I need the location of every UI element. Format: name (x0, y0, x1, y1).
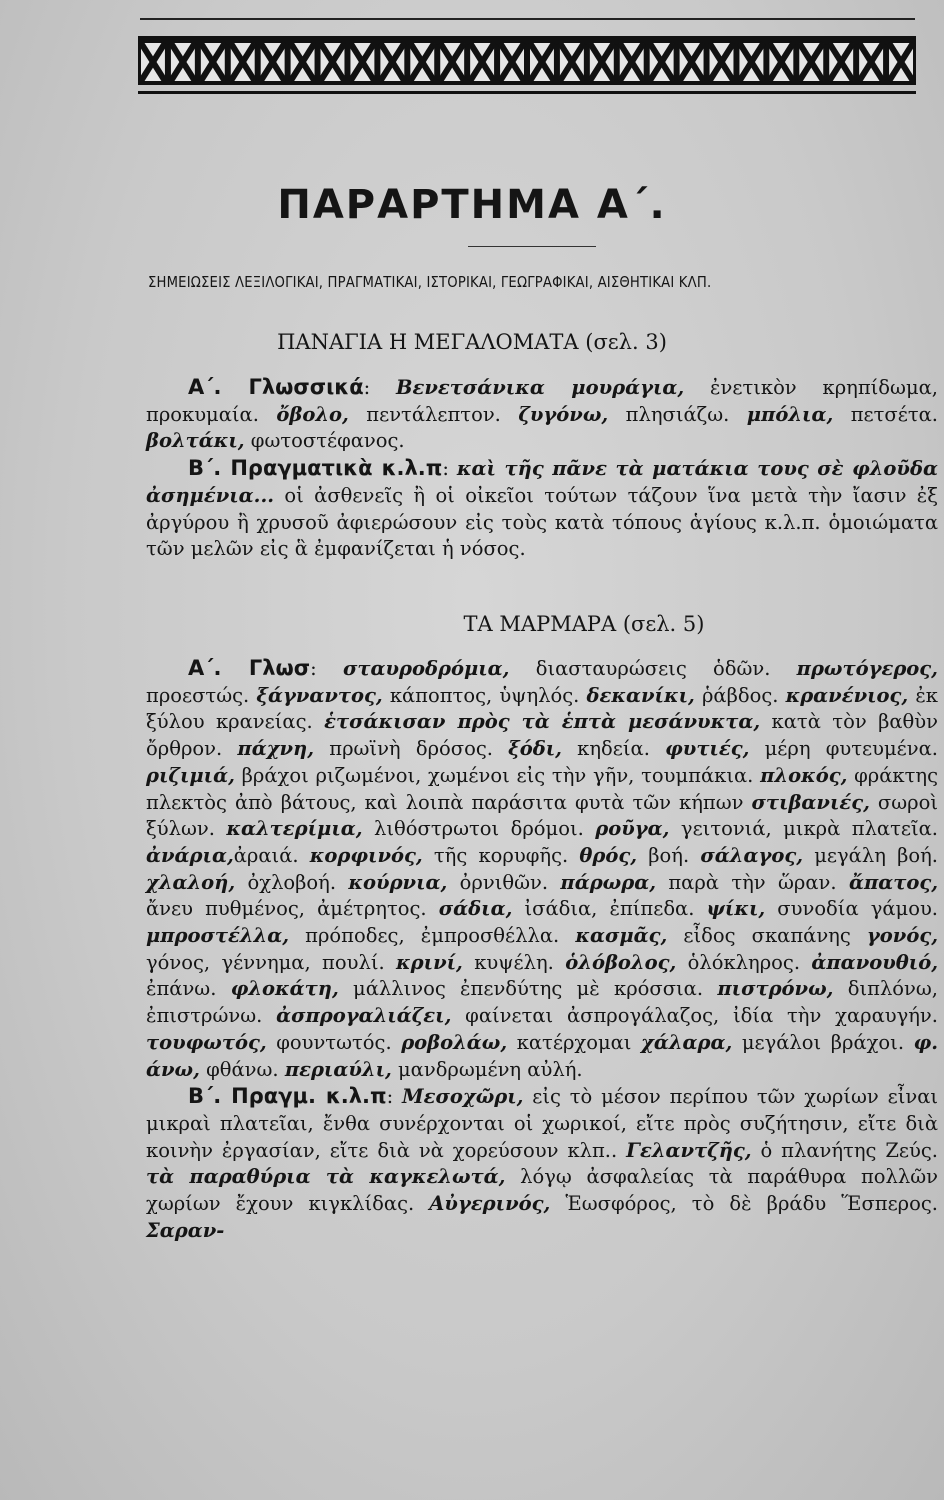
term: κούρνια, (348, 870, 448, 894)
term: πλοκός, (760, 763, 848, 787)
term: κρινί, (396, 950, 463, 974)
ornament-cell (829, 43, 853, 81)
ornament-cell (201, 43, 225, 81)
title-rule (468, 246, 596, 247)
paragraph-text (146, 1085, 938, 1242)
term: θρός, (579, 843, 638, 867)
gloss: φωτοστέφανος. (244, 429, 405, 453)
paragraph-panagia-pragmatika (146, 455, 938, 563)
gloss: φαίνεται ἀσπρογάλαζος, ἰδία τὴν χαραυγήν. (451, 1004, 938, 1028)
gloss: : (386, 1085, 403, 1109)
term: φλοκάτη, (230, 977, 339, 1001)
paragraph-text (146, 657, 938, 1081)
term: μπροστέλλα, (146, 924, 290, 948)
gloss: ἐνετικὸν κρηπίδωμα, προκυμαία. (146, 376, 938, 426)
paragraph-label: Α΄. Γλωσσικά (188, 375, 364, 399)
term: ροβολάω, (401, 1030, 508, 1054)
term: μπόλια, (746, 402, 834, 426)
page-title: ΠΑΡΑΡΤΗΜΑ Α΄. (277, 182, 667, 228)
gloss: πεντάλεπτον. (348, 402, 519, 426)
term: καὶ τῆς πᾶνε τὰ ματάκια τους σὲ φλοῦδα ἀσημένια... (146, 457, 938, 507)
term: ψίκι, (706, 897, 766, 921)
term: σάδια, (438, 897, 513, 921)
paragraph-label: Α΄. Γλωσ (188, 656, 311, 680)
term: ὄβολο, (276, 402, 349, 426)
term: κορφινός, (309, 843, 423, 867)
ornament-cell (680, 43, 704, 81)
paragraph-marmara-pragmatika (146, 1083, 938, 1244)
term: πρωτόγερος, (796, 657, 938, 680)
gloss: λιθόστρωτοι δρόμοι. (362, 817, 596, 841)
gloss: ἀραιά. (233, 843, 310, 867)
ornament-cell (710, 43, 734, 81)
gloss: ἐκ ξύλου κρανείας. (146, 683, 938, 734)
gloss: φθάνω. (199, 1057, 285, 1081)
gloss: διασταυρώσεις ὁδῶν. (509, 657, 797, 680)
term: ἑτσάκισαν πρὸς τὰ ἑπτὰ μεσάνυκτα, (324, 710, 761, 734)
term: κασμᾶς, (575, 924, 668, 948)
gloss: γόνος, γέννημα, πουλί. (146, 950, 397, 974)
ornament-cell (440, 43, 464, 81)
gloss: οἱ ἀσθενεῖς ἢ οἱ οἰκεῖοι τούτων τάζουν ἵνα μετὰ τὴν ἴασιν ἐξ ἀργύρου ἢ χρυσοῦ ἀφιερώσουν εἰς τοὺς κατὰ τόπους ἁγίους κ.λ.π. ὁμοιώματα τῶν μελῶν εἰς ἃ ἐμφανίζεται ἡ νόσος. (146, 483, 938, 561)
term: ριζιμιά, (146, 763, 235, 787)
term: πάρωρα, (560, 870, 656, 894)
gloss: : (442, 457, 457, 481)
term: χλαλοή, (146, 870, 236, 894)
term: Αὐγερινός, (429, 1192, 551, 1216)
term: δεκανίκι, (586, 683, 695, 707)
gloss: τῆς κορυφῆς. (422, 843, 580, 867)
section-body-marmara (146, 655, 938, 1244)
gloss: παρὰ τὴν ὥραν. (656, 870, 849, 894)
ornament-band (138, 39, 916, 85)
gloss: μάλλινος ἐπενδύτης μὲ κρόσσια. (338, 977, 718, 1001)
gloss: πετσέτα. (833, 402, 938, 426)
term: πιστρόνω, (717, 977, 834, 1001)
gloss: φουντωτός. (266, 1030, 402, 1054)
ornament-cell (261, 43, 285, 81)
term: φυτιές, (665, 737, 750, 761)
gloss: πρόποδες, ἐμπροσθέλλα. (289, 924, 576, 948)
paragraph-panagia-glossika (146, 374, 938, 455)
gloss: εἶδος σκαπάνης (667, 924, 867, 948)
ornament-cell (769, 43, 793, 81)
gloss: μεγάλη βοή. (803, 843, 938, 867)
term: τουφωτός, (146, 1030, 267, 1054)
gloss: βοή. (637, 843, 701, 867)
gloss: : (363, 376, 397, 399)
ornament-cell (739, 43, 763, 81)
ornament-cell (590, 43, 614, 81)
term: φ. άνω, (146, 1030, 938, 1081)
term: στιβανιές, (751, 790, 870, 814)
ornament-cell (291, 43, 315, 81)
ornament-cell (859, 43, 883, 81)
term: σάλαγος, (700, 843, 804, 867)
term: ἀπανουθιό, (811, 950, 938, 974)
term: ἀνάρια, (146, 843, 234, 867)
ornament-cell (530, 43, 554, 81)
gloss: διπλόνω, ἐπιστρώνω. (146, 977, 938, 1028)
term: Γελαντζῆς, (626, 1138, 752, 1162)
ornament-cell (380, 43, 404, 81)
gloss: πρωϊνὴ δρόσος. (314, 737, 509, 761)
gloss: ὀρνιθῶν. (447, 870, 561, 894)
ornament-cell (350, 43, 374, 81)
term: περιαύλι, (284, 1057, 392, 1081)
gloss: πλησιάζω. (608, 402, 747, 426)
section-title-marmara: ΤΑ ΜΑΡΜΑΡΑ (σελ. 5) (463, 612, 705, 636)
ornament-cell (231, 43, 255, 81)
gloss: λόγῳ ἀσφαλείας τὰ παράθυρα πολλῶν χωρίων ἔχουν κιγκλίδας. (146, 1165, 938, 1216)
gloss: βράχοι ριζωμένοι, χωμένοι εἰς τὴν γῆν, τουμπάκια. (234, 763, 761, 787)
paragraph-label: Β΄. Πραγματικὰ κ.λ.π (188, 456, 443, 481)
gloss: ῥάβδος. (694, 683, 786, 707)
gloss: κάποπτος, ὑψηλός. (382, 683, 587, 707)
gloss: ὀχλοβοή. (235, 870, 349, 894)
term: Μεσοχῶρι, (402, 1085, 524, 1109)
section-title-panagia: ΠΑΝΑΓΙΑ Η ΜΕΓΑΛΟΜΑΤΑ (σελ. 3) (277, 330, 667, 354)
ornament-cell (470, 43, 494, 81)
term: ὁλόβολος, (565, 950, 677, 974)
term: σταυροδρόμια, (342, 657, 510, 680)
ornament-cell (620, 43, 644, 81)
term: καλτερίμια, (226, 817, 363, 841)
term: Βενετσάνικα μουράγια, (396, 376, 685, 399)
gloss: ὁλόκληρος. (676, 950, 812, 974)
term: ζυγόνω, (518, 402, 609, 426)
gloss: κατὰ τὸν βαθὺν ὄρθρον. (146, 710, 938, 761)
gloss: κηδεία. (561, 737, 666, 761)
ornament-cell (410, 43, 434, 81)
gloss: μέρη φυτευμένα. (749, 737, 938, 761)
gloss: συνοδία γάμου. (765, 897, 939, 921)
gloss: ἐπάνω. (146, 977, 231, 1001)
term: ἀσπρογαλιάζει, (276, 1004, 452, 1028)
top-rule (140, 18, 915, 20)
term: ροῦγα, (595, 817, 670, 841)
paragraph-label: Β΄. Πραγμ. κ.λ.π (188, 1084, 387, 1109)
ornament-cell (141, 43, 165, 81)
gloss: εἰς τὸ μέσον περίπου τῶν χωρίων εἶναι μικραὶ πλατεῖαι, ἔνθα συνέρχονται οἱ χωρικοί, εἴτε πρὸς συζήτησιν, εἴτε διὰ κοινὴν ἐργασίαν, εἴτε διὰ νὰ χορεύσουν κλπ.. (146, 1085, 939, 1162)
ornament-cell (650, 43, 674, 81)
gloss: Ἑωσφόρος, τὸ δὲ βράδυ Ἕσπερος. (550, 1192, 938, 1216)
term: ξάγναντος, (256, 683, 383, 707)
gloss: : (310, 657, 343, 680)
gloss: κατέρχομαι (507, 1030, 641, 1054)
gloss: σωροὶ ξύλων. (146, 790, 938, 841)
page-subtitle: ΣΗΜΕΙΩΣΕΙΣ ΛΕΞΙΛΟΓΙΚΑΙ, ΠΡΑΓΜΑΤΙΚΑΙ, ΙΣΤΟΡΙΚΑΙ, ΓΕΩΓΡΑΦΙΚΑΙ, ΑΙΣΘΗΤΙΚΑΙ ΚΛΠ. (148, 273, 712, 291)
term: ξόδι, (508, 737, 562, 761)
gloss: μεγάλοι βράχοι. (732, 1030, 914, 1054)
ornament-cell (500, 43, 524, 81)
section-body-panagia (146, 374, 938, 563)
decorative-border (138, 36, 916, 94)
term: ἄπατος, (848, 870, 939, 894)
ornament-cell (889, 43, 913, 81)
ornament-cell (171, 43, 195, 81)
paragraph-marmara-glossika (146, 655, 938, 1083)
ornament-cell (321, 43, 345, 81)
gloss: κυψέλη. (462, 950, 566, 974)
term: γονός, (866, 924, 938, 948)
gloss: ἄνευ πυθμένος, ἀμέτρητος. (146, 897, 439, 921)
gloss: ἰσάδια, ἐπίπεδα. (512, 897, 707, 921)
gloss: γειτονιά, μικρὰ πλατεῖα. (669, 817, 939, 841)
gloss: μανδρωμένη αὐλή. (391, 1057, 583, 1081)
ornament-cell (799, 43, 823, 81)
term: τὰ παραθύρια τὰ καγκελωτά, (146, 1165, 506, 1189)
term: βολτάκι, (146, 429, 245, 453)
term: κρανένιος, (785, 683, 909, 707)
term: Σαραν- (146, 1218, 225, 1242)
gloss: ὁ πλανήτης Ζεύς. (751, 1138, 938, 1162)
term: χάλαρα, (641, 1030, 733, 1054)
gloss: προεστώς. (146, 683, 257, 707)
gloss: φράκτης πλεκτὸς ἀπὸ βάτους, καὶ λοιπὰ παράσιτα φυτὰ τῶν κήπων (146, 763, 938, 814)
ornament-cell (560, 43, 584, 81)
term: πάχνη, (237, 737, 315, 761)
